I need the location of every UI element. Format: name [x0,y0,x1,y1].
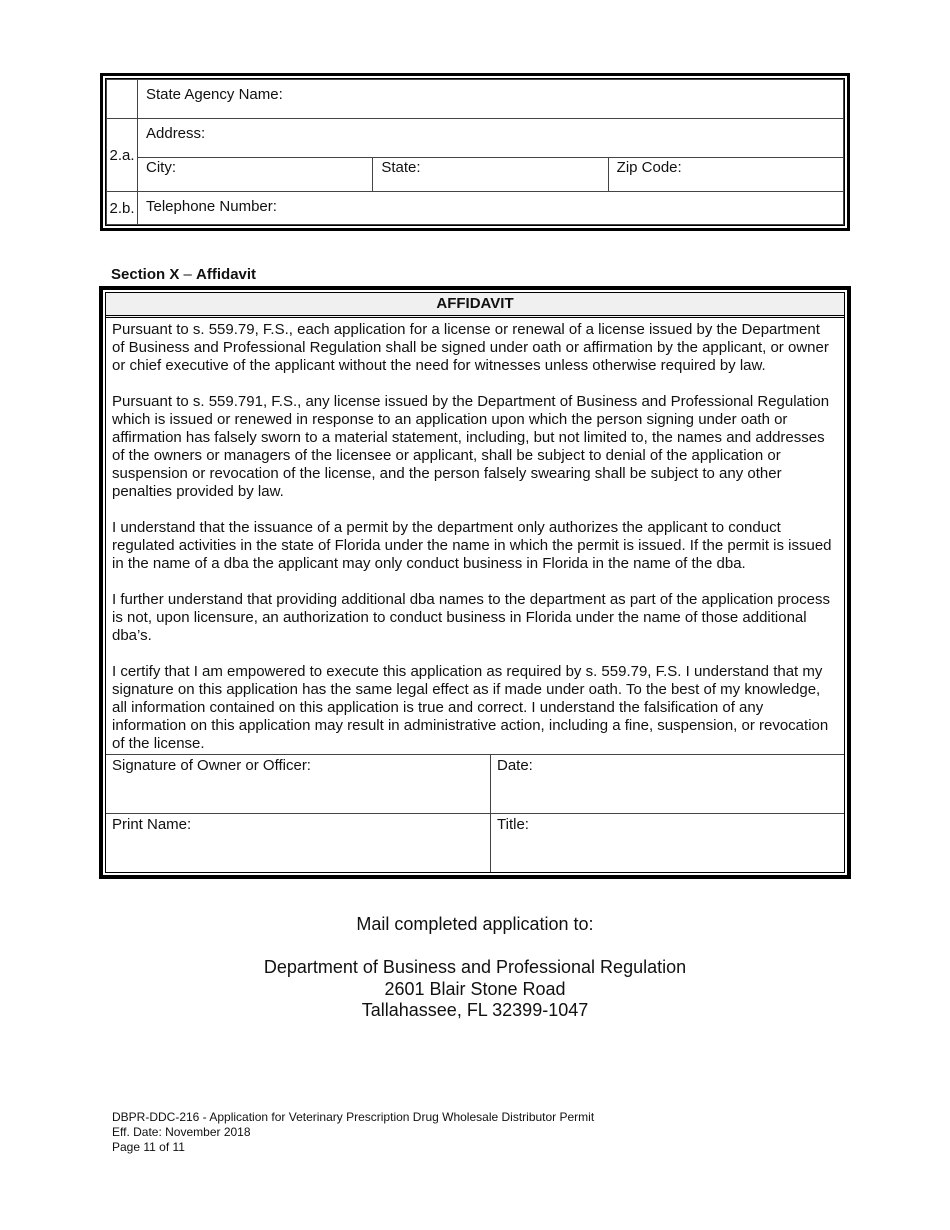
footer-page-number: Page 11 of 11 [112,1140,185,1154]
affidavit-box [99,286,851,879]
row-number-2a: 2.a. [107,119,138,192]
affidavit-paragraph: I further understand that providing additional dba names to the department as part of the application process is not, upon licensure, an authorization to conduct business in Florida under the name of those additional dba’s. [112,591,830,644]
affidavit-heading: AFFIDAVIT [106,293,844,318]
footer-form-title: DBPR-DDC-216 - Application for Veterinary Prescription Drug Wholesale Distributor Permit [112,1110,595,1124]
signature-field[interactable] [106,755,491,814]
zip-code-label: Zip Code: [616,159,682,176]
affidavit-paragraph: Pursuant to s. 559.791, F.S., any license issued by the Department of Business and Professional Regulation which is issued or renewed in response to an application upon which the person signing under oath or affirmation has falsely sworn to a material statement, including, but not limited to, the names and addresses of the owners or managers of the licensee or applicant, shall be subject to denial of the application or suspension or revocation of the license, and the person falsely swearing shall be subject to any other penalties provided by law. [112,393,830,500]
mail-org: Department of Business and Professional Regulation [263,957,687,977]
mail-city: Tallahassee, FL 32399-1047 [361,1000,589,1020]
agency-name-label: State Agency Name: [146,86,283,103]
state-agency-table [100,73,850,231]
affidavit-paragraph: Pursuant to s. 559.79, F.S., each application for a license or renewal of a license issued by the Department of Business and Professional Regulation shall be signed under oath or affirmation by the applicant, or owner or chief executive of the applicant without the need for witnesses unless otherwise required by law. [112,321,829,374]
state-label: State: [381,159,421,176]
signature-table [106,754,844,872]
section-number: Section X [111,266,180,283]
state-field[interactable] [373,158,608,192]
title-label: Title: [497,816,529,833]
mail-street: 2601 Blair Stone Road [384,979,566,999]
print-name-label: Print Name: [112,816,192,833]
footer-eff-date: Eff. Date: November 2018 [112,1125,251,1139]
page-footer [112,1110,594,1155]
mail-heading: Mail completed application to: [356,914,594,934]
row-number-2b: 2.b. [107,192,138,225]
affidavit-body [106,318,844,753]
affidavit-paragraph: I understand that the issuance of a permit by the department only authorizes the applicant to conduct regulated activities in the state of Florida under the name in which the permit is issued. If the permit is issued in the name of a dba the applicant may only conduct business in Florida in the name of the dba. [112,519,832,572]
row-number-blank [107,80,138,119]
city-label: City: [146,159,176,176]
print-name-field[interactable] [106,814,491,873]
title-field[interactable] [491,814,845,873]
zip-code-field[interactable] [608,158,843,192]
address-field[interactable] [138,119,844,158]
section-title [111,266,256,283]
address-label: Address: [146,125,206,142]
section-dash: – [179,266,197,283]
date-field[interactable] [491,755,845,814]
agency-name-field[interactable] [138,80,844,119]
city-field[interactable] [138,158,373,192]
telephone-field[interactable] [138,192,844,225]
affidavit-paragraph: I certify that I am empowered to execute this application as required by s. 559.79, F.S. I understand that my signature on this application has the same legal effect as if made under oath. To the best of my knowledge, all information contained on this application is true and correct. I understand the falsification of any information on this application may result in administrative action, including a fine, suspension, or revocation of the license. [112,663,829,752]
section-name: Affidavit [196,266,257,283]
date-label: Date: [497,757,533,774]
telephone-label: Telephone Number: [146,198,277,215]
signature-label: Signature of Owner or Officer: [112,757,311,774]
